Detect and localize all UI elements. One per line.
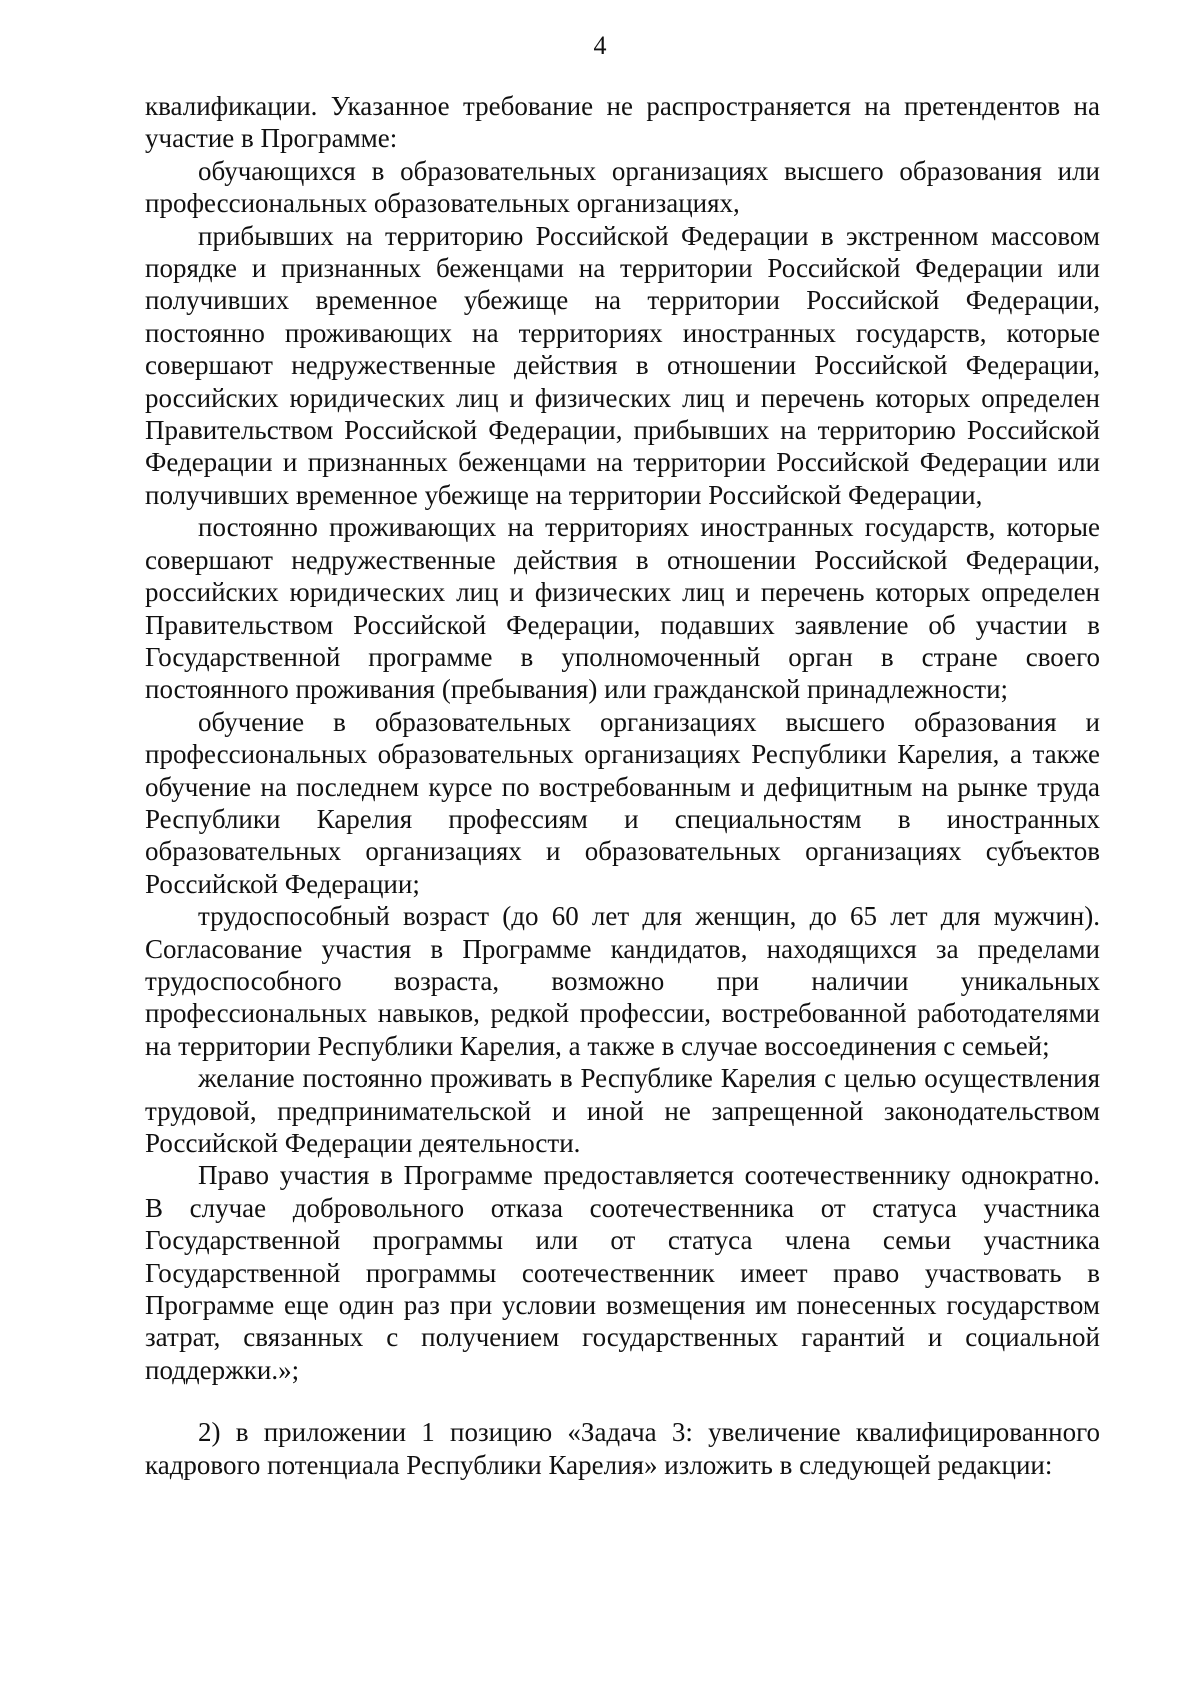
paragraph-3: прибывших на территорию Российской Федерации в экстренном массовом порядке и признанных беженцами на территории Российской Федерации или получивших временное убежище на территории Российской Федерации, постоянно проживающих на территориях иностранных государств, которые совершают недружественные действия в отношении Российской Федерации, российских юридических лиц и физических лиц и перечень которых определен Правительством Российской Федерации, прибывших на территорию Российской Федерации и признанных беженцами на территории Российской Федерации или получивших временное убежище на территории Российской Федерации, xyxy=(145,220,1100,510)
document-body xyxy=(145,90,1100,1481)
paragraph-5: обучение в образовательных организациях высшего образования и профессиональных образовательных организациях Республики Карелия, а также обучение на последнем курсе по востребованным и дефицитным на рынке труда Республики Карелия профессиям и специальностям в иностранных образовательных организациях и образовательных организациях субъектов Российской Федерации; xyxy=(145,706,1100,899)
paragraph-9: 2) в приложении 1 позицию «Задача 3: увеличение квалифицированного кадрового потенциала Республики Карелия» изложить в следующей редакции: xyxy=(145,1417,1100,1480)
paragraph-1: квалификации. Указанное требование не распространяется на претендентов на участие в Программе: xyxy=(145,91,1100,154)
paragraph-4: постоянно проживающих на территориях иностранных государств, которые совершают недружественные действия в отношении Российской Федерации, российских юридических лиц и физических лиц и перечень которых определен Правительством Российской Федерации, подавших заявление об участии в Государственной программе в уполномоченный орган в стране своего постоянного проживания (пребывания) или гражданской принадлежности; xyxy=(145,512,1100,705)
paragraph-6: трудоспособный возраст (до 60 лет для женщин, до 65 лет для мужчин). Согласование участия в Программе кандидатов, находящихся за пределами трудоспособного возраста, возможно при наличии уникальных профессиональных навыков, редкой профессии, востребованной работодателями на территории Республики Карелия, а также в случае воссоединения с семьей; xyxy=(145,901,1100,1061)
paragraph-7: желание постоянно проживать в Республике Карелия с целью осуществления трудовой, предпринимательской и иной не запрещенной законодательством Российской Федерации деятельности. xyxy=(145,1063,1100,1158)
paragraph-8: Право участия в Программе предоставляется соотечественнику однократно. В случае добровольного отказа соотечественника от статуса участника Государственной программы или от статуса члена семьи участника Государственной программы соотечественник имеет право участвовать в Программе еще один раз при условии возмещения им понесенных государством затрат, связанных с получением государственных гарантий и социальной поддержки.»; xyxy=(145,1160,1100,1385)
paragraph-2: обучающихся в образовательных организациях высшего образования или профессиональных образовательных организациях, xyxy=(145,155,1100,219)
page-number: 4 xyxy=(593,31,607,60)
